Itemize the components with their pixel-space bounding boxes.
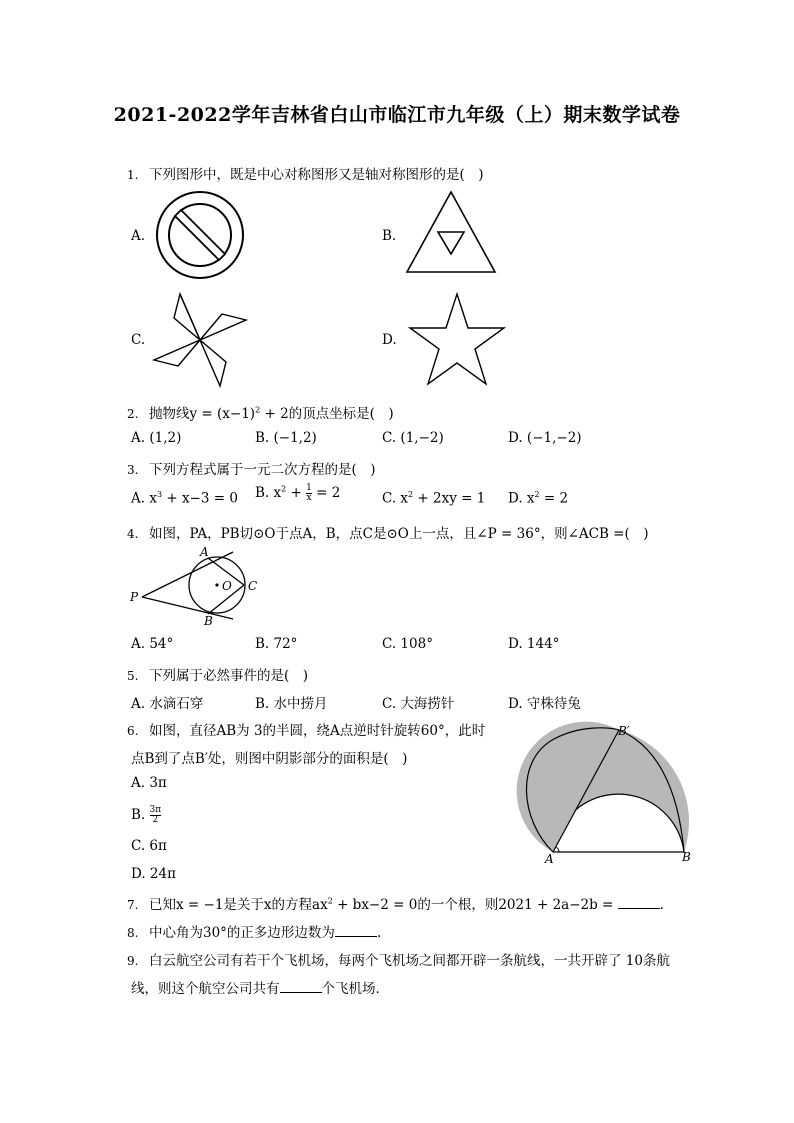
question-number: 4. <box>127 527 139 541</box>
question-number: 9. <box>127 954 139 968</box>
point-a-label: A <box>545 852 554 866</box>
option-a-label: A. <box>131 228 146 244</box>
option-text-end: = 2 <box>539 490 569 507</box>
option-c-label: C. <box>131 332 146 348</box>
option-a[interactable]: A. 54° <box>131 636 174 652</box>
question-text: 已知x = −1是关于x的方程ax <box>149 897 328 913</box>
question-6 <box>127 719 485 739</box>
option-a[interactable] <box>131 490 238 507</box>
option-c[interactable]: C. (1,−2) <box>382 430 444 446</box>
question-number: 6. <box>127 724 139 738</box>
point-o-label: O <box>222 579 232 593</box>
option-b[interactable] <box>255 484 340 503</box>
option-text-end: + 2xy = 1 <box>413 490 486 507</box>
question-text: 下列方程式属于一元二次方程的是( ) <box>149 462 376 478</box>
question-6-line-2: 点B到了点B′处，则图中阴影部分的面积是( ) <box>131 751 408 767</box>
option-d[interactable]: D. 144° <box>508 636 560 652</box>
option-a[interactable]: A. 3π <box>131 775 167 791</box>
denominator: x <box>306 493 312 503</box>
period: . <box>376 925 382 941</box>
question-text: 抛物线y = (x−1) <box>149 406 256 422</box>
option-b-label: B. <box>382 228 397 244</box>
fraction <box>150 806 162 825</box>
option-b[interactable]: B. 72° <box>255 636 298 652</box>
option-text: A. x <box>131 490 157 507</box>
option-d[interactable]: D. 24π <box>131 866 176 882</box>
pinwheel-figure <box>150 292 250 388</box>
option-c[interactable]: C. 108° <box>382 636 433 652</box>
rotated-semicircle-figure <box>510 725 690 857</box>
point-b-prime-label: B′ <box>618 724 630 738</box>
question-2 <box>127 402 394 422</box>
numerator: 3π <box>149 805 162 815</box>
question-number: 1. <box>127 168 139 182</box>
question-4 <box>127 522 649 542</box>
question-1 <box>127 163 484 183</box>
exponent: 2 <box>281 484 287 494</box>
question-7 <box>127 893 664 913</box>
question-9-line-2 <box>131 977 389 997</box>
point-p-label: P <box>130 590 139 604</box>
exponent: 2 <box>408 490 414 499</box>
question-number: 5. <box>127 669 139 683</box>
option-d[interactable]: D. (−1,−2) <box>508 430 582 446</box>
page-title: 2021-2022学年吉林省白山市临江市九年级（上）期末数学试卷 <box>113 104 681 126</box>
question-5 <box>127 664 308 684</box>
option-d[interactable]: D. 守株待兔 <box>508 696 581 712</box>
question-text: 白云航空公司有若干个飞机场，每两个飞机场之间都开辟一条航线，一共开辟了 10条航 <box>149 953 670 969</box>
exponent: 2 <box>534 490 540 499</box>
question-text: 下列属于必然事件的是( ) <box>149 668 309 684</box>
option-b[interactable] <box>131 806 161 825</box>
option-text: C. x <box>382 490 409 507</box>
question-text-end: 个飞机场． <box>321 981 389 997</box>
option-b[interactable]: B. 水中捞月 <box>255 696 328 712</box>
point-a-label: A <box>200 545 209 559</box>
option-c[interactable]: C. 大海捞针 <box>382 696 455 712</box>
question-text-end: + 2的顶点坐标是( ) <box>260 406 394 422</box>
answer-blank[interactable] <box>280 980 322 993</box>
exponent: 3 <box>156 490 163 499</box>
question-text: 下列图形中，既是中心对称图形又是轴对称图形的是( ) <box>149 167 484 183</box>
option-text-mid: + <box>286 485 307 501</box>
option-c[interactable]: C. 6π <box>131 838 167 854</box>
triangle-figure <box>405 190 497 274</box>
option-text-end: + x−3 = 0 <box>162 490 238 507</box>
option-d[interactable] <box>508 490 568 507</box>
question-number: 3. <box>127 463 139 477</box>
option-a[interactable]: A. (1,2) <box>131 430 182 446</box>
no-sign-figure <box>155 190 245 280</box>
option-text: D. x <box>508 490 535 507</box>
point-b-label: B <box>204 614 213 628</box>
question-text: 中心角为30°的正多边形边数为 <box>149 925 335 941</box>
numerator: 1 <box>306 483 312 493</box>
question-text: 线，则这个航空公司共有 <box>131 981 280 997</box>
option-text: B. <box>131 807 146 823</box>
question-text: 如图，直径AB为 3的半圆，绕A点逆时针旋转60°，此时 <box>149 723 486 739</box>
option-c[interactable] <box>382 490 485 507</box>
question-number: 7. <box>127 898 139 912</box>
question-number: 8. <box>127 926 139 940</box>
option-text-end: = 2 <box>311 485 341 501</box>
point-b-label: B <box>682 850 691 864</box>
question-8 <box>127 921 381 941</box>
exponent: 2 <box>255 405 261 415</box>
denominator: 2 <box>150 815 162 825</box>
question-text: 如图，PA，PB切⊙O于点A，B，点C是⊙O上一点，且∠P = 36°，则∠ACB =( ) <box>149 526 649 542</box>
question-text-end: + bx−2 = 0的一个根，则2021 + 2a−2b = <box>332 897 618 913</box>
question-9 <box>127 949 670 969</box>
option-d-label: D. <box>382 332 397 348</box>
answer-blank[interactable] <box>618 896 660 909</box>
tangent-circle-figure <box>128 545 268 631</box>
question-3 <box>127 458 376 478</box>
point-c-label: C <box>248 579 258 593</box>
option-b[interactable]: B. (−1,2) <box>255 430 317 446</box>
period: . <box>659 897 664 913</box>
exponent: 2 <box>327 896 333 906</box>
question-number: 2. <box>127 407 139 421</box>
option-text: B. x <box>255 485 282 501</box>
answer-blank[interactable] <box>335 924 377 937</box>
option-a[interactable]: A. 水滴石穿 <box>131 696 204 712</box>
star-figure <box>408 292 506 386</box>
